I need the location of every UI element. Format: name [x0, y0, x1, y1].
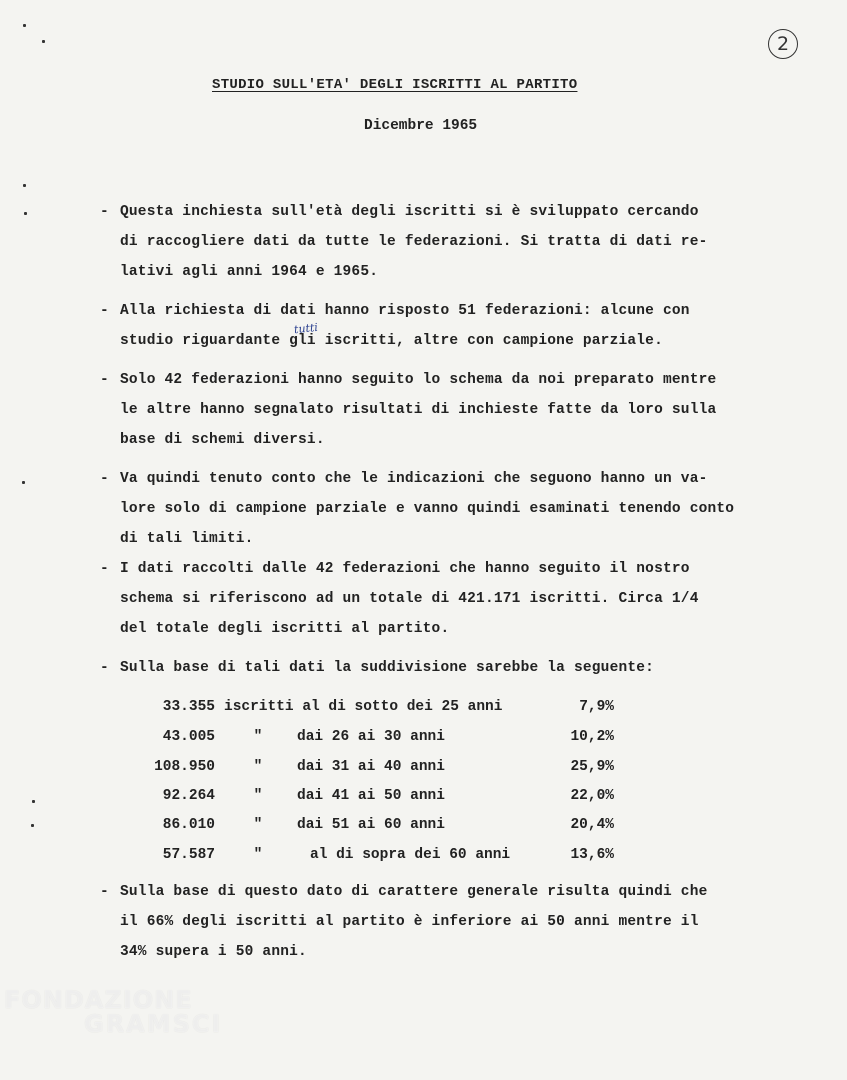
table-label: dai 51 ai 60 anni — [297, 817, 445, 833]
table-label: al di sopra dei 60 anni — [310, 847, 511, 863]
paragraph-line: Alla richiesta di dati hanno risposto 51 federazioni: alcune con — [120, 303, 690, 319]
table-ditto: " — [253, 759, 263, 775]
table-percent: 22,0% — [570, 788, 614, 804]
paragraph-line: il 66% degli iscritti al partito è inferiore ai 50 anni mentre il — [120, 914, 699, 930]
bullet-marker: - — [100, 660, 109, 676]
paragraph-line: studio riguardante gli iscritti, altre con campione parziale. — [120, 333, 663, 349]
table-percent: 25,9% — [570, 759, 614, 775]
margin-speck — [32, 800, 35, 803]
paragraph-line: base di schemi diversi. — [120, 432, 325, 448]
table-ditto: " — [253, 817, 263, 833]
paragraph-line: Sulla base di tali dati la suddivisione sarebbe la seguente: — [120, 660, 655, 676]
margin-speck — [22, 481, 25, 484]
margin-speck — [24, 212, 27, 215]
paragraph-line: lativi agli anni 1964 e 1965. — [120, 264, 379, 280]
paragraph-line: Sulla base di questo dato di carattere generale risulta quindi che — [120, 884, 708, 900]
handwritten-annotation: tutti — [293, 320, 319, 337]
watermark-line-2: GRAMSCI — [84, 1010, 223, 1038]
table-percent: 13,6% — [570, 847, 614, 863]
paragraph-line: del totale degli iscritti al partito. — [120, 621, 450, 637]
table-percent: 7,9% — [579, 699, 614, 715]
table-count: 57.587 — [162, 847, 215, 863]
table-ditto: " — [253, 847, 263, 863]
table-percent: 20,4% — [570, 817, 614, 833]
fondazione-gramsci-watermark — [4, 986, 222, 1038]
paragraph-line: Questa inchiesta sull'età degli iscritti si è sviluppato cercando — [120, 204, 699, 220]
table-count: 108.950 — [154, 759, 215, 775]
page-number: 2 — [768, 29, 798, 59]
table-count: 86.010 — [162, 817, 215, 833]
table-percent: 10,2% — [570, 729, 614, 745]
bullet-marker: - — [100, 561, 109, 577]
table-count: 92.264 — [162, 788, 215, 804]
table-label: iscritti al di sotto dei 25 anni — [224, 699, 503, 715]
paragraph-line: schema si riferiscono ad un totale di 421.171 iscritti. Circa 1/4 — [120, 591, 699, 607]
paragraph-line: di tali limiti. — [120, 531, 254, 547]
paragraph-line: di raccogliere dati da tutte le federazioni. Si tratta di dati re- — [120, 234, 708, 250]
margin-speck — [23, 24, 26, 27]
watermark-line-1: FONDAZIONE — [4, 986, 193, 1014]
table-label: dai 31 ai 40 anni — [297, 759, 445, 775]
bullet-marker: - — [100, 372, 109, 388]
margin-speck — [42, 40, 45, 43]
table-ditto: " — [253, 729, 263, 745]
bullet-marker: - — [100, 303, 109, 319]
paragraph-line: 34% supera i 50 anni. — [120, 944, 307, 960]
paragraph-line: Solo 42 federazioni hanno seguito lo schema da noi preparato mentre — [120, 372, 717, 388]
bullet-marker: - — [100, 204, 109, 220]
paragraph-line: le altre hanno segnalato risultati di inchieste fatte da loro sulla — [120, 402, 717, 418]
document-date: Dicembre 1965 — [364, 118, 478, 134]
table-ditto: " — [253, 788, 263, 804]
table-label: dai 26 ai 30 anni — [297, 729, 445, 745]
paragraph-line: I dati raccolti dalle 42 federazioni che hanno seguito il nostro — [120, 561, 690, 577]
table-label: dai 41 ai 50 anni — [297, 788, 445, 804]
bullet-marker: - — [100, 884, 109, 900]
table-count: 43.005 — [162, 729, 215, 745]
document-title: STUDIO SULL'ETA' DEGLI ISCRITTI AL PARTITO — [212, 77, 578, 93]
table-count: 33.355 — [162, 699, 215, 715]
margin-speck — [23, 184, 26, 187]
paragraph-line: lore solo di campione parziale e vanno quindi esaminati tenendo conto — [120, 501, 735, 517]
bullet-marker: - — [100, 471, 109, 487]
paragraph-line: Va quindi tenuto conto che le indicazioni che seguono hanno un va- — [120, 471, 708, 487]
margin-speck — [31, 824, 34, 827]
